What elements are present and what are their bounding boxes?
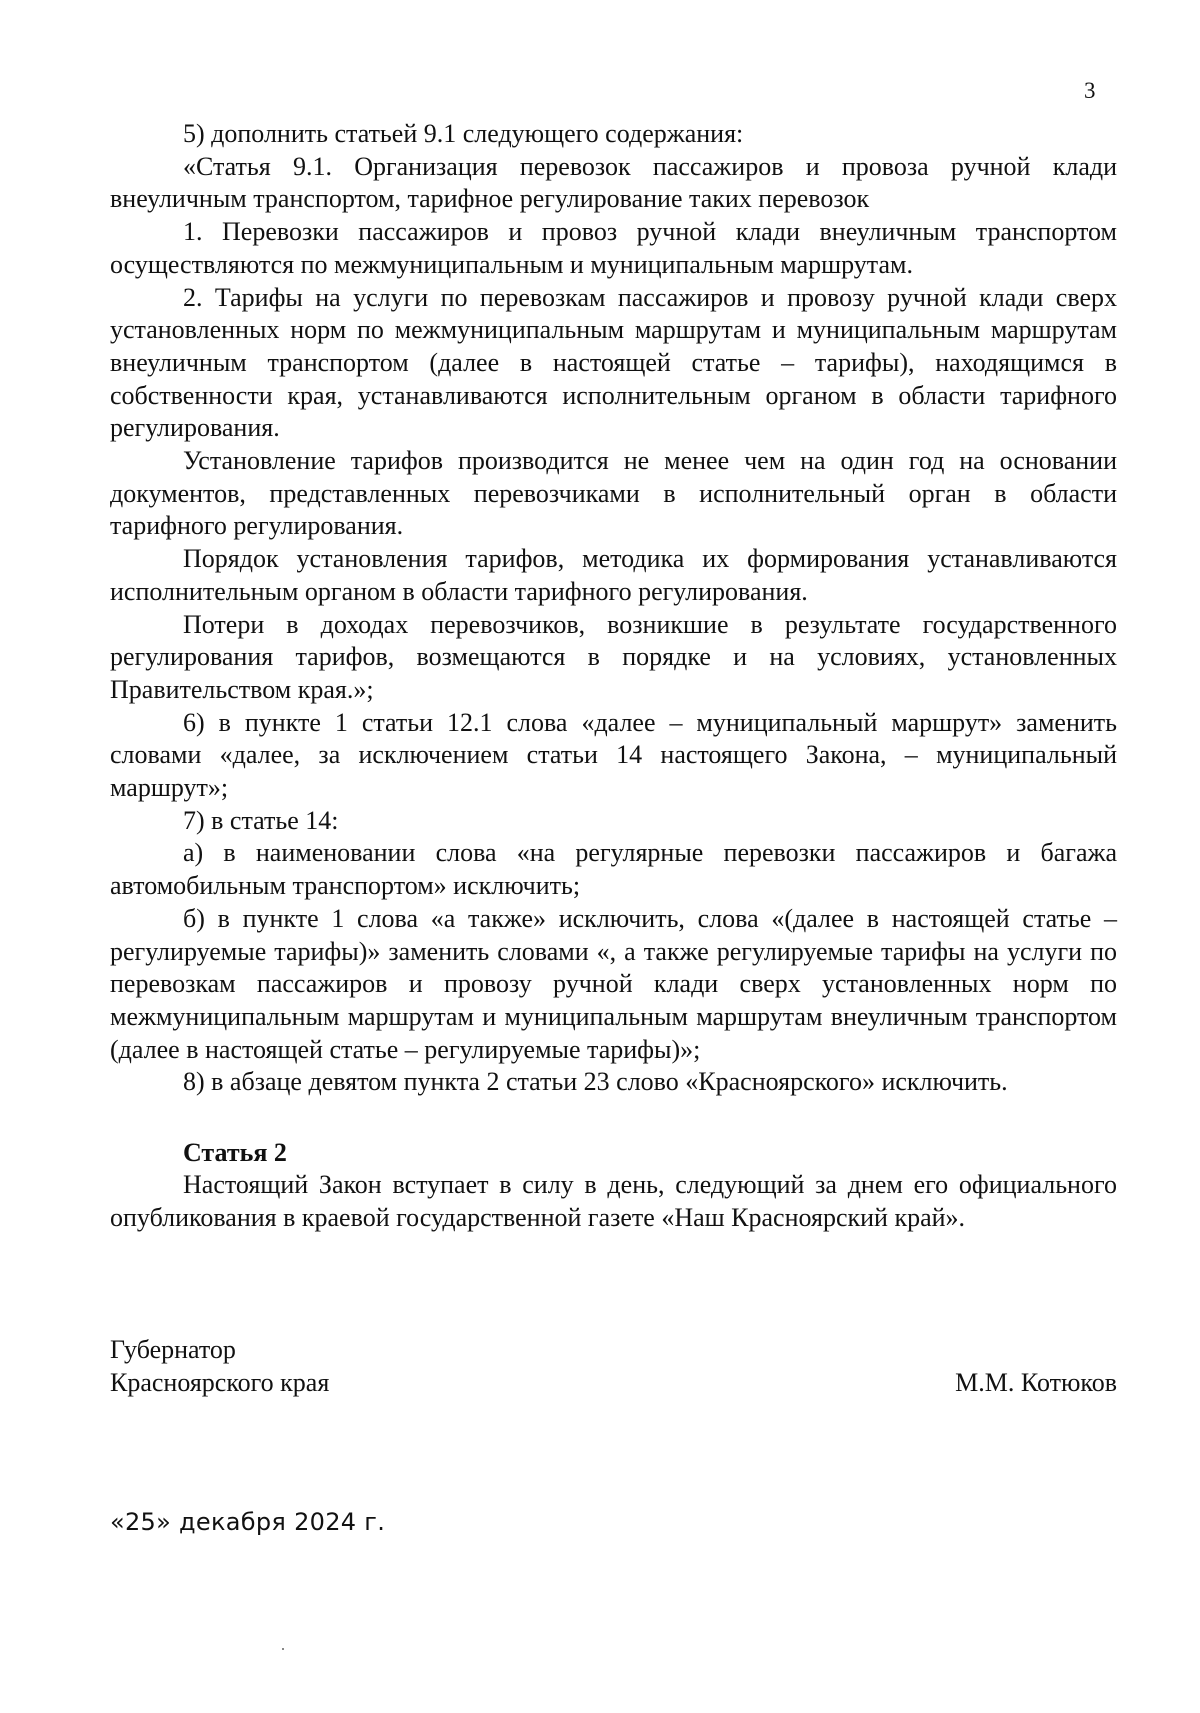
paragraph-item-5: 5) дополнить статьей 9.1 следующего содержания: [183, 119, 744, 148]
article-2-body [110, 1169, 1117, 1234]
paragraph-item-6: 6) в пункте 1 статьи 12.1 слова «далее – муниципальный маршрут» заменить словами «далее, за исключением статьи 14 настоящего Закона, – муниципальный маршрут»; [110, 707, 1117, 803]
paragraph-item-7: 7) в статье 14: [183, 805, 339, 835]
paragraph-article-9-1-title: «Статья 9.1. Организация перевозок пассажиров и провоза ручной клади внеуличным транспортом, тарифное регулирование таких перевозок [110, 151, 1117, 214]
paragraph-revenue-losses: Потери в доходах перевозчиков, возникшие в результате государственного регулирования тарифов, возмещаются в порядке и на условиях, установленных Правительством края.»; [110, 609, 1117, 704]
scan-speck [282, 1648, 284, 1650]
paragraph-tariff-term: Установление тарифов производится не менее чем на один год на основании документов, представленных перевозчиками в исполнительный орган в области тарифного регулирования. [110, 446, 1117, 541]
page-number: 3 [1084, 78, 1096, 103]
paragraph-point-2: 2. Тарифы на услуги по перевозкам пассажиров и провозу ручной клади сверх установленных норм по межмуниципальным маршрутам и муниципальным маршрутам внеуличным транспортом (далее в настоящей статье – тарифы), находящимся в собственности края, устанавливаются исполнительным органом в области тарифного регулирования. [110, 282, 1117, 443]
article-2-title: Статья 2 [183, 1138, 287, 1167]
paragraph-item-7a: а) в наименовании слова «на регулярные перевозки пассажиров и багажа автомобильным транспортом» исключить; [110, 838, 1117, 901]
article-2-text: Настоящий Закон вступает в силу в день, следующий за днем его официального опубликования в краевой государственной газете «Наш Красноярский край». [110, 1170, 1117, 1232]
paragraph-point-1: 1. Перевозки пассажиров и провоз ручной клади внеуличным транспортом осуществляются по межмуниципальным и муниципальным маршрутам. [110, 217, 1117, 279]
amendments-body [110, 118, 1117, 1099]
signatory-position-line1: Губернатор [110, 1335, 236, 1364]
signatory-name: М.М. Котюков [955, 1368, 1117, 1397]
signing-date: «25» декабря 2024 г. [110, 1508, 386, 1536]
paragraph-tariff-procedure: Порядок установления тарифов, методика их формирования устанавливаются исполнительным органом в области тарифного регулирования. [110, 544, 1117, 606]
signatory-position-line2: Красноярского края [110, 1368, 330, 1397]
paragraph-item-8: 8) в абзаце девятом пункта 2 статьи 23 слово «Красноярского» исключить. [183, 1067, 1008, 1097]
signature-block [110, 1333, 1117, 1399]
paragraph-item-7b: б) в пункте 1 слова «а также» исключить, слова «(далее в настоящей статье – регулируемые тарифы)» заменить словами «, а также регулируемые тарифы на услуги по перевозкам пассажиров и провозу ручной клади сверх установленных норм по межмуниципальным маршрутам и муниципальным маршрутам внеуличным транспортом (далее в настоящей статье – регулируемые тарифы)»; [110, 903, 1117, 1064]
